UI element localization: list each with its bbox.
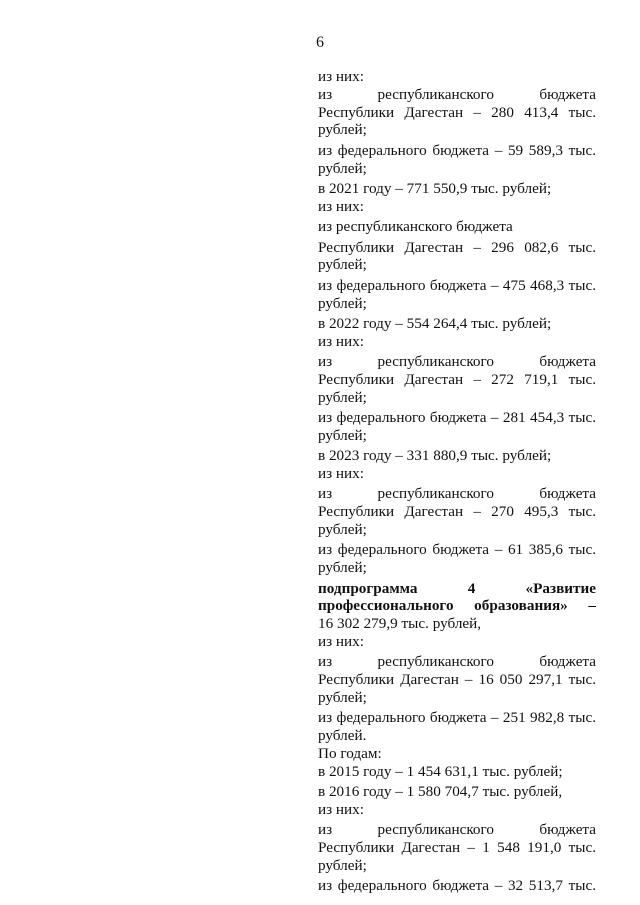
text-line: рублей; [318,294,367,312]
text-line: рублей; [318,559,367,577]
text-line: из них: [318,800,364,818]
text-column [318,68,596,895]
subprogram-heading-line: подпрограмма 4 «Развитие [318,579,596,597]
text-line: из федерального бюджета – 61 385,6 тыс. [318,541,596,559]
text-line: из федерального бюджета – 32 513,7 тыс. [318,877,596,895]
text-line: из них: [318,197,364,215]
text-line: из республиканского бюджета [318,218,513,236]
text-line: 16 302 279,9 тыс. рублей, [318,615,482,633]
text-line: из них: [318,332,364,350]
text-line: рублей. [318,727,367,745]
subprogram-heading-line: профессионального образования» – [318,597,596,615]
text-line: из республиканского бюджета [318,653,596,671]
text-line: из федерального бюджета – 281 454,3 тыс. [318,409,596,427]
text-line: в 2023 году – 331 880,9 тыс. рублей; [318,447,552,465]
text-line: из федерального бюджета – 59 589,3 тыс. [318,141,596,159]
text-line: из республиканского бюджета [318,353,596,371]
text-line: из республиканского бюджета [318,821,596,839]
text-line: из них: [318,465,364,483]
text-line: из федерального бюджета – 251 982,8 тыс. [318,709,596,727]
text-line: Республики Дагестан – 280 413,4 тыс. [318,103,596,121]
text-line: из федерального бюджета – 475 468,3 тыс. [318,276,596,294]
page-number: 6 [316,34,324,51]
text-line: рублей; [318,521,367,539]
text-line: Республики Дагестан – 270 495,3 тыс. [318,503,596,521]
text-line: Республики Дагестан – 1 548 191,0 тыс. [318,839,596,857]
text-line: в 2016 году – 1 580 704,7 тыс. рублей, [318,783,563,801]
text-line: из них: [318,68,364,85]
text-line: в 2021 году – 771 550,9 тыс. рублей; [318,179,552,197]
text-line: в 2015 году – 1 454 631,1 тыс. рублей; [318,762,563,780]
text-line: из них: [318,633,364,651]
text-line: рублей; [318,426,367,444]
text-line: рублей; [318,856,367,874]
text-line: из республиканского бюджета [318,85,596,103]
text-line: из республиканского бюджета [318,485,596,503]
text-line: в 2022 году – 554 264,4 тыс. рублей; [318,314,552,332]
text-line: рублей; [318,256,367,274]
text-line: По годам: [318,745,382,762]
text-line: рублей; [318,388,367,406]
text-line: Республики Дагестан – 296 082,6 тыс. [318,238,596,256]
text-line: рублей; [318,121,367,139]
text-line: Республики Дагестан – 16 050 297,1 тыс. [318,671,596,689]
text-line: рублей; [318,689,367,707]
text-line: Республики Дагестан – 272 719,1 тыс. [318,370,596,388]
text-line: рублей; [318,159,367,177]
